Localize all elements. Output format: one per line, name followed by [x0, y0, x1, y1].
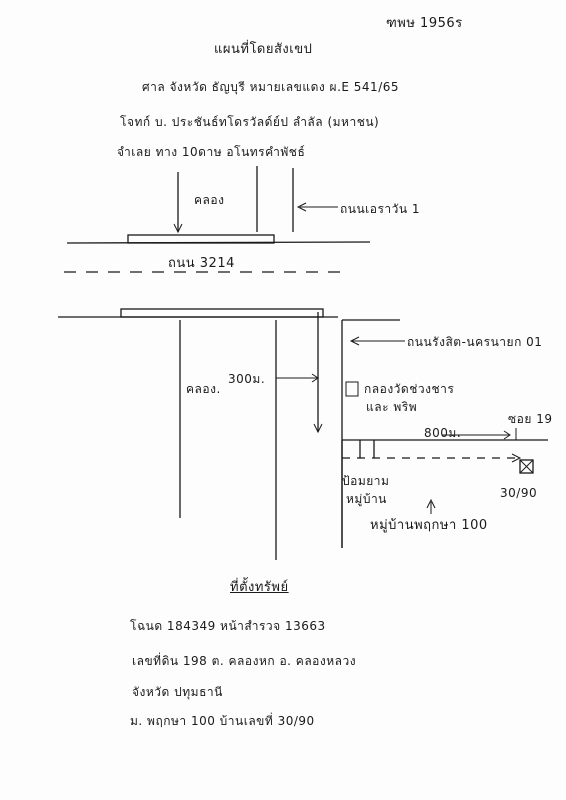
defendant-line: จำเลย ทาง 10ดาษ อโนทรคำพัชธ์ — [117, 145, 306, 159]
property-location-heading: ที่ตั้งทรัพย์ — [230, 580, 289, 595]
page-title: แผนที่โดยสังเขป — [214, 42, 313, 57]
guard-house-label: ป้อมยาม — [342, 474, 390, 488]
canal-left-label: คลอง. — [186, 382, 221, 396]
bridge-bottom — [121, 309, 323, 317]
land-number-line: เลขที่ดิน 198 ต. คลองหก อ. คลองหลวง — [132, 654, 357, 668]
village-entry-label: หมู่บ้าน — [346, 492, 387, 506]
house-number-label: 30/90 — [500, 486, 538, 500]
pump-station-label: กลองวัดช่วงชาร — [364, 382, 455, 396]
distance-800-label: 800ม. — [424, 426, 462, 440]
reference-number: ฑพษ 1956ร — [386, 16, 463, 31]
plaintiff-line: โจทก์ บ. ประชันธ์ทโดรวัลด์ย์ป ลำลัล (มหาชน) — [120, 115, 380, 129]
case-info-line: ศาล จังหวัด ธัญบุรี หมายเลขแดง ผ.E 541/65 — [142, 80, 400, 94]
canal-top-label: คลอง — [194, 193, 225, 207]
deed-line: โฉนด 184349 หน้าสำรวจ 13663 — [130, 619, 326, 633]
rangsit-road-label: ถนนรังสิต-นครนายก 01 — [407, 335, 543, 349]
province-line: จังหวัด ปทุมธานี — [132, 685, 223, 699]
pump-station-box — [346, 382, 358, 396]
main-road-label: ถนน 3214 — [168, 256, 235, 271]
pump-station-sublabel: และ พริพ — [366, 400, 418, 414]
village-name-label: หมู่บ้านพฤกษา 100 — [370, 518, 488, 533]
soi-19-label: ซอย 19 — [508, 412, 553, 426]
village-address-line: ม. พฤกษา 100 บ้านเลขที่ 30/90 — [130, 714, 315, 728]
distance-300-label: 300ม. — [228, 372, 266, 386]
erawan-road-label: ถนนเอราวัน 1 — [340, 202, 421, 216]
